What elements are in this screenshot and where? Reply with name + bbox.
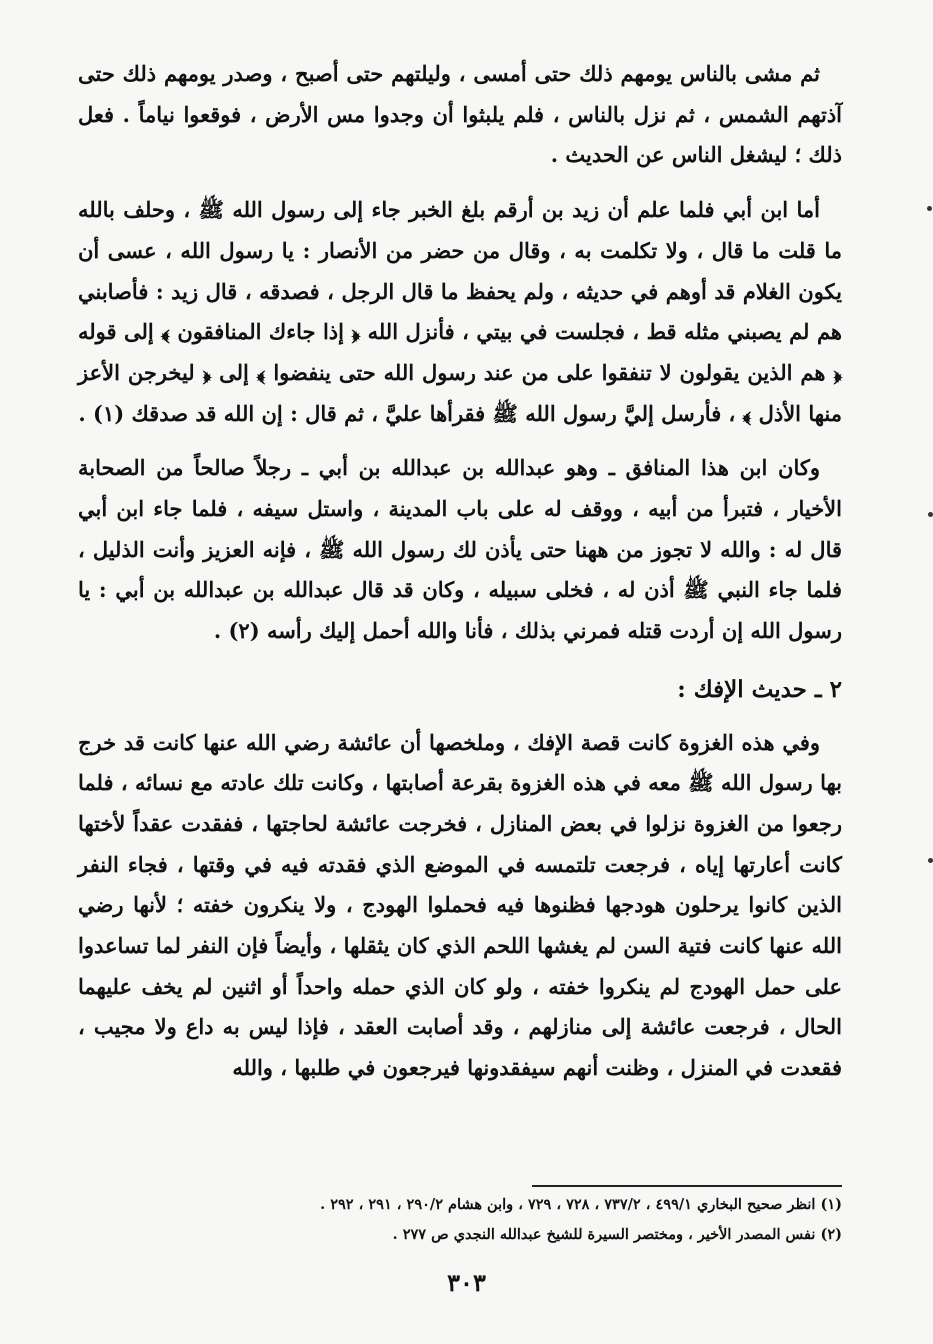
- scan-speck: [927, 206, 932, 211]
- scan-speck: [928, 512, 933, 517]
- page-number: ٣٠٣: [447, 1268, 486, 1297]
- footnote-1: (١) انظر صحيح البخاري ٤٩٩/١ ، ٧٣٧/٢ ، ٧٢٨ ، ٧٢٩ ، وابن هشام ٢٩٠/٢ ، ٢٩١ ، ٢٩٢ .: [320, 1196, 842, 1213]
- paragraph-3: وكان ابن هذا المنافق ـ وهو عبدالله بن عبدالله بن أبي ـ رجلاً صالحاً من الصحابة الأخيار ، فتبرأ من أبيه ، ووقف له على باب المدينة ، واستل سيفه ، فلما جاء ابن أبي قال له : والله لا تجوز من ههنا حتى يأذن لك رسول الله ﷺ ، فإنه العزيز وأنت الذليل ، فلما جاء النبي ﷺ أذن له ، فخلى سبيله ، وكان قد قال عبدالله بن عبدالله بن أبي : يا رسول الله إن أردت قتله فمرني بذلك ، فأنا والله أحمل إليك رأسه (٢) .: [78, 455, 843, 644]
- main-text: [78, 54, 842, 1089]
- footnote-divider: [532, 1185, 842, 1187]
- footnotes: [150, 1190, 842, 1250]
- scan-speck: [928, 858, 933, 863]
- paragraph-2: أما ابن أبي فلما علم أن زيد بن أرقم بلغ الخبر جاء إلى رسول الله ﷺ ، وحلف بالله ما قلت ما قال ، ولا تكلمت به ، وقال من حضر من الأنصار : يا رسول الله ، عسى أن يكون الغلام قد أوهم في حديثه ، ولم يحفظ ما قال الرجل ، فصدقه ، قال زيد : فأصابني هم لم يصبني مثله قط ، فجلست في بيتي ، فأنزل الله ﴿ إذا جاءك المنافقون ﴾ إلى قوله ﴿ هم الذين يقولون لا تنفقوا على من عند رسول الله حتى ينفضوا ﴾ إلى ﴿ ليخرجن الأعز منها الأذل ﴾ ، فأرسل إليَّ رسول الله ﷺ فقرأها عليَّ ، ثم قال : إن الله قد صدقك (١) .: [78, 197, 842, 426]
- paragraph-4: وفي هذه الغزوة كانت قصة الإفك ، وملخصها أن عائشة رضي الله عنها كانت قد خرج بها رسول الله ﷺ معه في هذه الغزوة بقرعة أصابتها ، وكانت تلك عادته مع نسائه ، فلما رجعوا من الغزوة نزلوا في بعض المنازل ، فخرجت عائشة لحاجتها ، ففقدت عقداً لأختها كانت أعارتها إياه ، فرجعت تلتمسه في الموضع الذي فقدته فيه في وقتها ، فجاء النفر الذين كانوا يرحلون هودجها فظنوها فيه فحملوا الهودج ، ولا ينكرون خفته ؛ لأنها رضي الله عنها كانت فتية السن لم يغشها اللحم الذي كان يثقلها ، وأيضاً فإن النفر لما تساعدوا على حمل الهودج لم ينكروا خفته ، ولو كان الذي حمله واحداً أو اثنين لم يخف عليهما الحال ، فرجعت عائشة إلى منازلهم ، وقد أصابت العقد ، فإذا ليس به داع ولا مجيب ، فقعدت في المنزل ، وظنت أنهم سيفقدونها فيرجعون في طلبها ، والله: [78, 729, 842, 1081]
- section-heading: ٢ ـ حديث الإفك :: [677, 675, 842, 703]
- paragraph-1: ثم مشى بالناس يومهم ذلك حتى أمسى ، وليلتهم حتى أصبح ، وصدر يومهم ذلك حتى آذتهم الشمس ، ثم نزل بالناس ، فلم يلبثوا أن وجدوا مس الأرض ، فوقعوا نياماً . فعل ذلك ؛ ليشغل الناس عن الحديث .: [78, 61, 842, 168]
- footnote-2: (٢) نفس المصدر الأخير ، ومختصر السيرة للشيخ عبدالله النجدي ص ٢٧٧ .: [392, 1226, 842, 1243]
